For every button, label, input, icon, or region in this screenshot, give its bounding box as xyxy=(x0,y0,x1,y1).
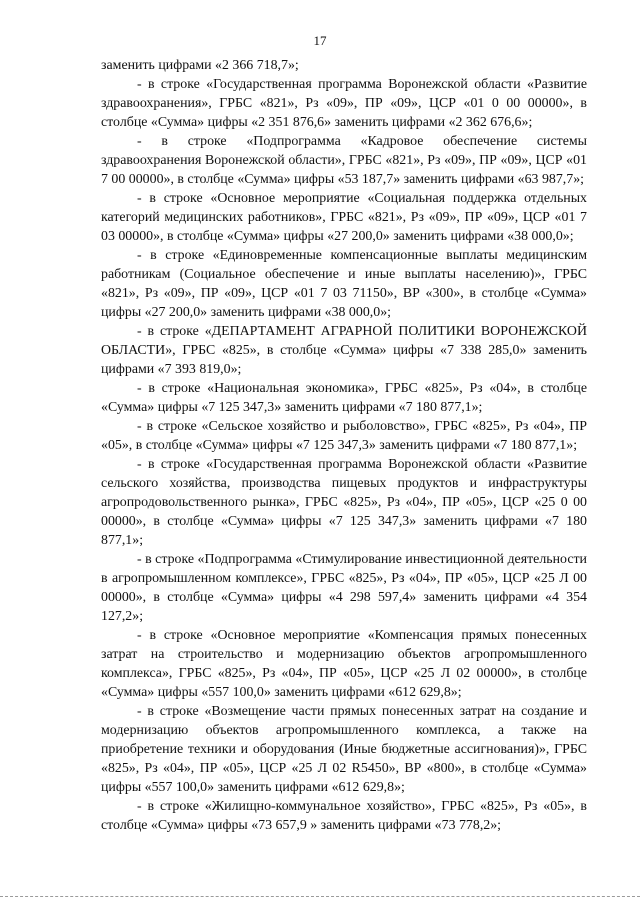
paragraph: - в строке «Основное мероприятие «Компенсация прямых понесенных затрат на строительство и модернизацию объектов агропромышленного комплекса», ГРБС «825», Рз «04», ПР «05», ЦСР «25 Л 02 00000», в столбце «Сумма» цифры «557 100,0» заменить цифрами «612 629,8»; xyxy=(101,628,587,700)
paragraph: - в строке «Жилищно-коммунальное хозяйство», ГРБС «825», Рз «05», в столбце «Сумма» цифры «73 657,9 » заменить цифрами «73 778,2»; xyxy=(101,799,587,833)
paragraph: - в строке «Подпрограмма «Стимулирование инвестиционной деятельности в агропромышленном комплексе», ГРБС «825», Рз «04», ПР «05», ЦСР «25 Л 00 00000», в столбце «Сумма» цифры «4 298 597,4» заменить цифрами «4 354 127,2»; xyxy=(101,552,587,624)
paragraph: - в строке «Единовременные компенсационные выплаты медицинским работникам (Социальное обеспечение и иные выплаты населению)», ГРБС «821», Рз «09», ПР «09», ЦСР «01 7 03 71150», ВР «300», в столбце «Сумма» цифры «27 200,0» заменить цифрами «38 000,0»; xyxy=(101,248,587,320)
footer-scan-edge xyxy=(0,896,640,897)
paragraph: - в строке «Государственная программа Воронежской области «Развитие сельского хозяйства, производства пищевых продуктов и инфраструктуры агропродовольственного рынка», ГРБС «825», Рз «04», ПР «05», ЦСР «25 0 00 00000», в столбце «Сумма» цифры «7 125 347,3» заменить цифрами «7 180 877,1»; xyxy=(101,457,587,548)
paragraph: - в строке «Сельское хозяйство и рыболовство», ГРБС «825», Рз «04», ПР «05», в столбце «Сумма» цифры «7 125 347,3» заменить цифрами «7 180 877,1»; xyxy=(101,419,587,453)
paragraph: заменить цифрами «2 366 718,7»; xyxy=(101,58,299,73)
paragraph: - в строке «ДЕПАРТАМЕНТ АГРАРНОЙ ПОЛИТИКИ ВОРОНЕЖСКОЙ ОБЛАСТИ», ГРБС «825», в столбце «Сумма» цифры «7 338 285,0» заменить цифрами «7 393 819,0»; xyxy=(101,324,587,377)
paragraph: - в строке «Возмещение части прямых понесенных затрат на создание и модернизацию объектов агропромышленного комплекса, а также на приобретение техники и оборудования (Иные бюджетные ассигнования)», ГРБС «825», Рз «04», ПР «05», ЦСР «25 Л 02 R5450», ВР «800», в столбце «Сумма» цифры «557 100,0» заменить цифрами «612 629,8»; xyxy=(101,704,587,795)
paragraph: - в строке «Государственная программа Воронежской области «Развитие здравоохранения», ГРБС «821», Рз «09», ПР «09», ЦСР «01 0 00 00000», в столбце «Сумма» цифры «2 351 876,6» заменить цифрами «2 362 676,6»; xyxy=(101,77,587,130)
paragraph: - в строке «Основное мероприятие «Социальная поддержка отдельных категорий медицинских работников», ГРБС «821», Рз «09», ПР «09», ЦСР «01 7 03 00000», в столбце «Сумма» цифры «27 200,0» заменить цифрами «38 000,0»; xyxy=(101,191,587,244)
paragraph: - в строке «Подпрограмма «Кадровое обеспечение системы здравоохранения Воронежской области», ГРБС «821», Рз «09», ПР «09», ЦСР «01 7 00 00000», в столбце «Сумма» цифры «53 187,7» заменить цифрами «63 987,7»; xyxy=(101,134,587,187)
page-number: 17 xyxy=(313,33,327,48)
paragraph: - в строке «Национальная экономика», ГРБС «825», Рз «04», в столбце «Сумма» цифры «7 125 347,3» заменить цифрами «7 180 877,1»; xyxy=(101,381,587,415)
document-body xyxy=(101,56,587,835)
